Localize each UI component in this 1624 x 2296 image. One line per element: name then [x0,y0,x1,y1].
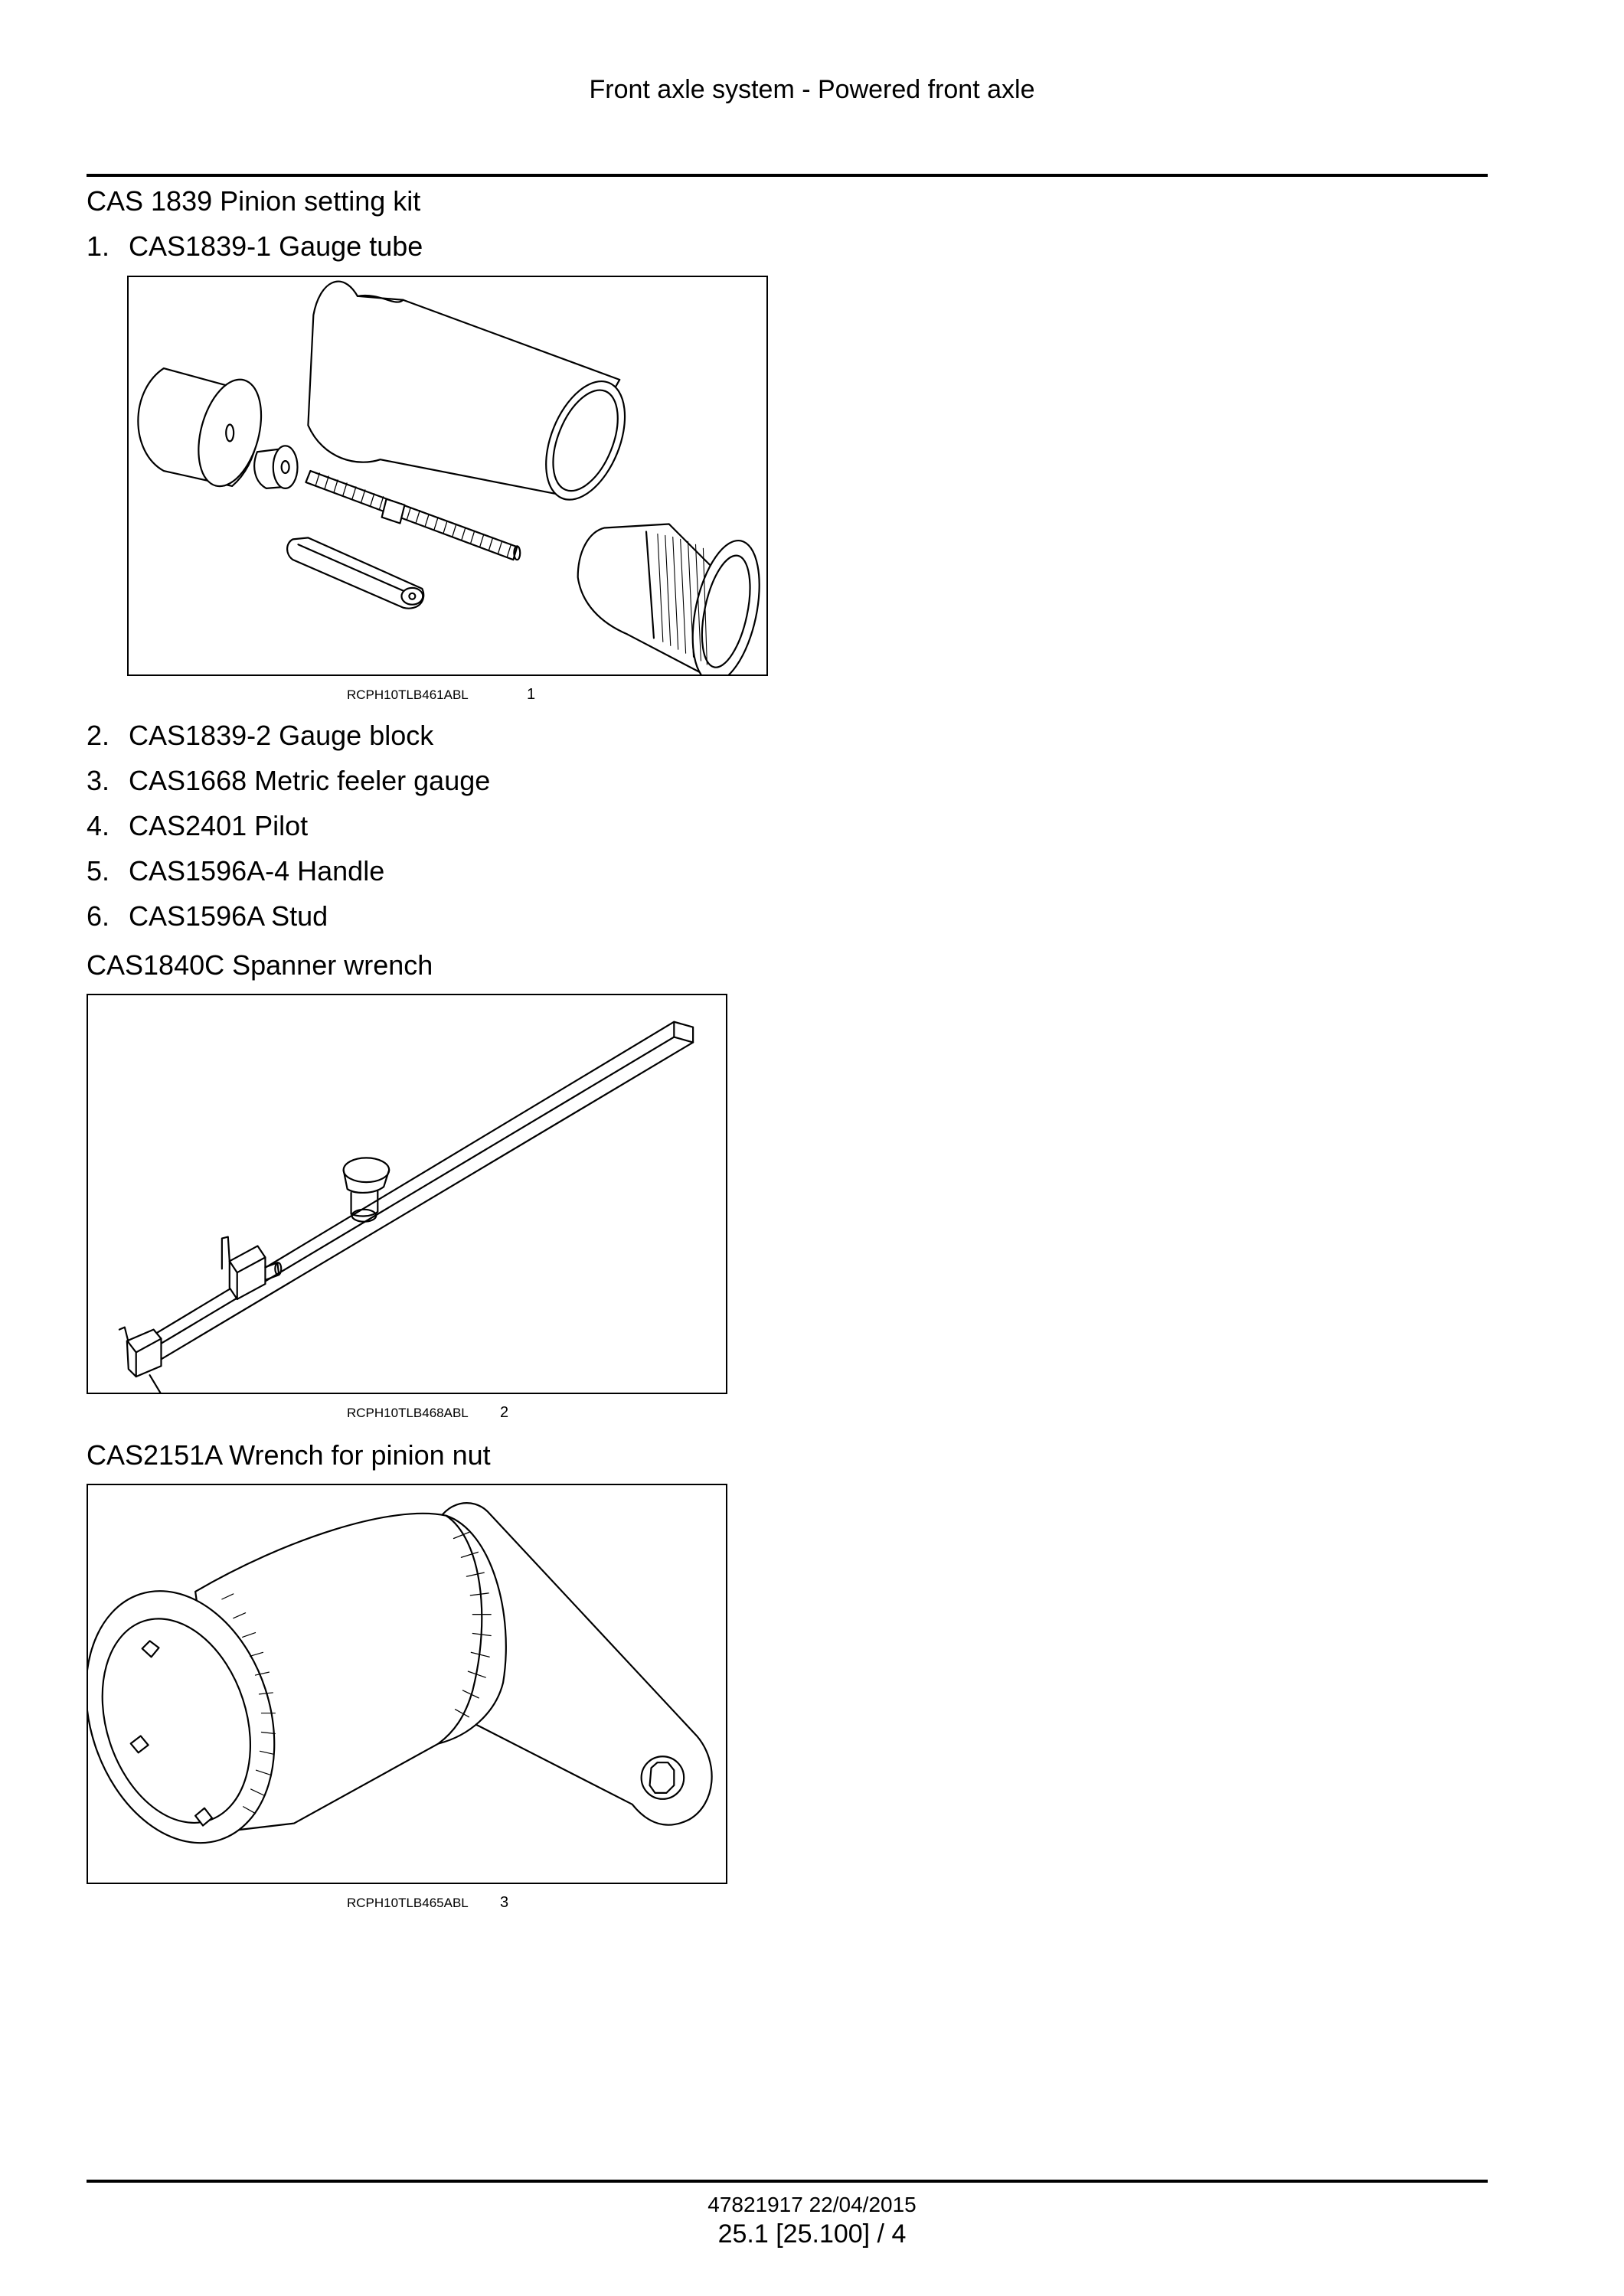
list-item [87,900,328,932]
list-item-number: 2. [87,720,110,751]
figure-number: 2 [500,1404,509,1421]
pinion-wrench-heading: CAS2151A Wrench for pinion nut [87,1439,491,1471]
list-item-number: 4. [87,810,110,841]
list-item-number: 5. [87,855,110,887]
list-item [87,765,490,797]
figure-number: 3 [500,1894,509,1911]
feeler-gauge-illustration [287,537,423,608]
figure-number: 1 [527,686,536,703]
figure-caption: RCPH10TLB468ABL [347,1406,469,1420]
list-item-text: CAS2401 Pilot [129,810,309,841]
figure-caption: RCPH10TLB461ABL [347,687,469,702]
end-pin-illustration [119,1328,162,1393]
footer-rule [87,2180,1488,2183]
list-item-text: CAS1596A-4 Handle [129,855,385,887]
footer-page-number: 25.1 [25.100] / 4 [717,2219,907,2249]
list-item-number: 3. [87,765,110,796]
list-item-number: 1. [87,230,110,262]
figure-spanner-wrench [87,994,727,1394]
list-item-text: CAS1839-2 Gauge block [129,720,434,751]
footer-document-id: 47821917 22/04/2015 [707,2193,917,2216]
figure-gauge-kit [127,276,768,676]
list-item-text: CAS1839-1 Gauge tube [129,230,423,262]
list-item [87,810,308,842]
header-rule [87,174,1488,177]
figure-pinion-wrench [87,1484,727,1884]
gauge-tube-illustration [308,282,640,511]
section-title: CAS 1839 Pinion setting kit [87,185,421,217]
pilot-washer-illustration [254,446,297,488]
list-item-text: CAS1596A Stud [129,900,328,932]
list-item [87,855,384,887]
list-item [87,230,423,263]
page-header-title: Front axle system - Powered front axle [589,75,1035,104]
figure-caption: RCPH10TLB465ABL [347,1896,469,1910]
handle-illustration [578,524,766,674]
spanner-bar-illustration [131,1022,693,1364]
stud-illustration [306,471,520,560]
gauge-block-illustration [138,368,272,493]
list-item-number: 6. [87,900,110,932]
spanner-wrench-heading: CAS1840C Spanner wrench [87,949,433,981]
list-item-text: CAS1668 Metric feeler gauge [129,765,491,796]
list-item [87,720,433,752]
